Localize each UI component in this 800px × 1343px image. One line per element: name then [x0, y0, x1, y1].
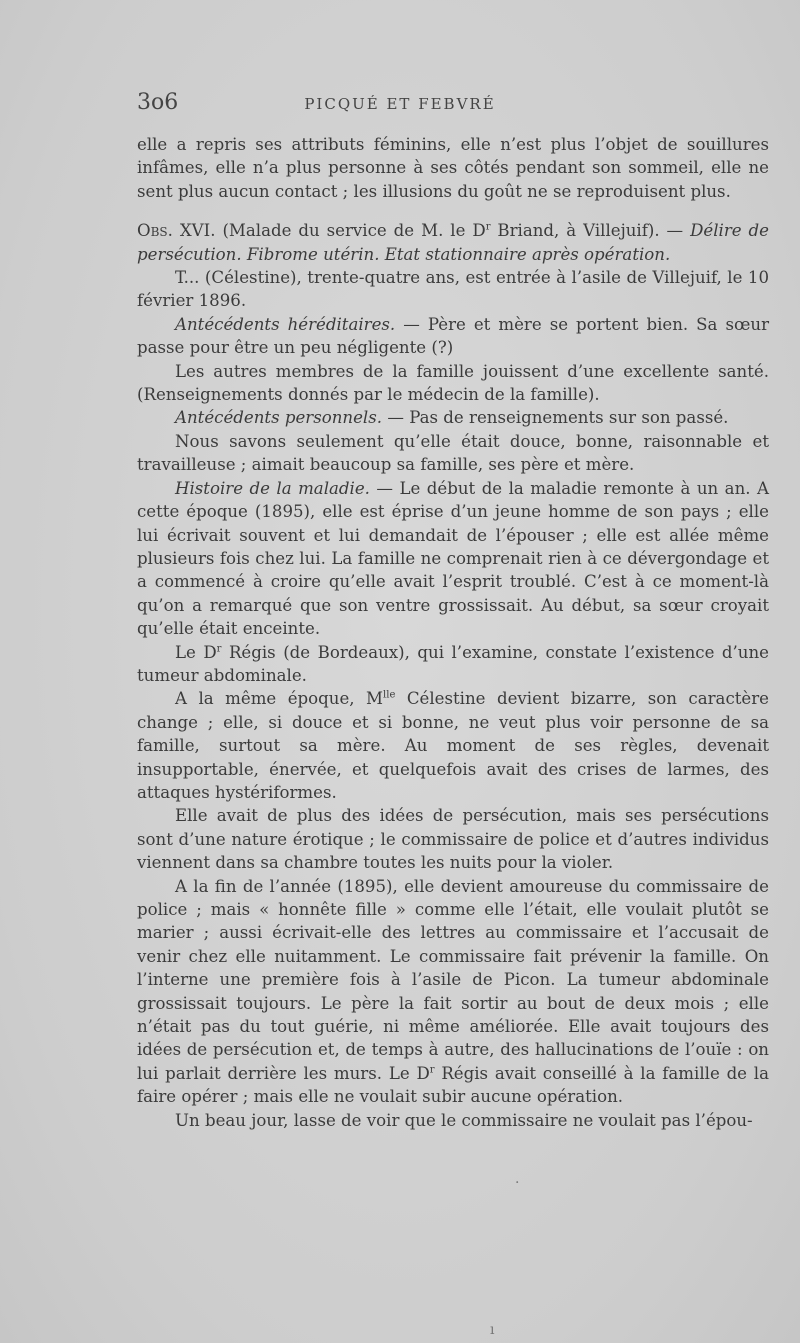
paragraph-text: T... (Célestine), trente-quatre ans, est entrée à l’asile de Villejuif, le 10 février 1896. [137, 268, 769, 311]
paragraph [137, 875, 769, 1109]
superscript: r [216, 643, 222, 654]
superscript: r [429, 1064, 435, 1076]
body-text [137, 133, 769, 1132]
paragraph-text: Régis (de Bordeaux), qui l’examine, constate l’existence d’une tumeur abdominale. [137, 642, 769, 685]
paragraph [137, 133, 769, 203]
paragraph-text: Le D [175, 642, 217, 662]
paragraph [137, 477, 769, 641]
paper-speck: · [515, 1175, 520, 1191]
paragraph-text: Célestine devient bizarre, son caractère change ; elle, si douce et si bonne, ne veut plus voir personne de sa famille, surtout sa mère. Au moment de ses règles, devenait insupportable, énervée, et quelquefois avait des crises de larmes, des attaques hystériformes. [137, 689, 769, 802]
superscript: lle [383, 689, 396, 701]
paragraph-text: Elle avait de plus des idées de persécution, mais ses persécutions sont d’une nature érotique ; le commissaire de police et d’autres individus viennent dans sa chambre toutes les nuits pour la violer. [137, 806, 769, 873]
observation-heading [137, 219, 769, 266]
running-title: PICQUÉ ET FEBVRÉ [304, 95, 496, 113]
paragraph [137, 641, 769, 688]
observation-source: (Malade du service de M. le D [215, 221, 486, 241]
paragraph-text: elle a repris ses attributs féminins, elle n’est plus l’objet de souillures infâmes, elle n’a plus personne à ses côtés pendant son sommeil, elle ne sent plus aucun contact ; les illusions du goût ne se reproduisent plus. [137, 135, 769, 201]
paragraph [137, 360, 769, 407]
section-heading: Antécédents personnels. [175, 408, 383, 428]
paragraph [137, 1109, 769, 1132]
paragraph-text: — Père et mère se portent bien. Sa sœur passe pour être un peu négligente (?) [137, 314, 770, 358]
paragraph-text: — Pas de renseignements sur son passé. [382, 408, 729, 428]
section-heading: Antécédents héréditaires. [175, 314, 396, 334]
observation-label: Obs. XVI. [137, 221, 216, 241]
paragraph-text: A la fin de l’année (1895), elle devient amoureuse du commissaire de police ; mais « honnête fille » comme elle l’était, elle voulait plutôt se marier ; aussi écrivait-elle des lettres au commissaire et l’accusait de venir chez elle nuitamment. Le commissaire fait prévenir la famille. On l’interne une première fois à l’asile de Picon. La tumeur abdominale grossissait toujours. Le père la fait sortir au bout de deux mois ; elle n’était pas du tout guérie, ni même améliorée. Elle avait toujours des idées de persécution et, de temps à autre, des hallucinations de l’ouïe : on lui parlait derrière les murs. Le D [137, 876, 769, 1083]
paragraph [137, 687, 769, 804]
paragraph [137, 266, 769, 313]
paper-speck: ı [490, 1322, 495, 1338]
paragraph [137, 406, 769, 429]
paragraph [137, 430, 769, 477]
paragraph-text: Nous savons seulement qu’elle était douce, bonne, raisonnable et travailleuse ; aimait beaucoup sa famille, ses père et mère. [137, 431, 769, 475]
observation-title: Délire de persécution. Fibrome utérin. Etat stationnaire après opération. [137, 221, 769, 264]
paragraph-text: Un beau jour, lasse de voir que le commissaire ne voulait pas l’épou- [175, 1110, 753, 1130]
section-heading: Histoire de la maladie. [175, 478, 370, 498]
superscript: r [485, 221, 491, 233]
paragraph [137, 804, 769, 874]
paragraph [137, 313, 769, 360]
observation-source-end: Briand, à Villejuif). — [490, 221, 691, 241]
paragraph-text: A la même époque, M [175, 689, 384, 709]
page-number: 3o6 [137, 90, 179, 115]
paragraph-text: Les autres membres de la famille jouissent d’une excellente santé. (Renseignements donnés par le médecin de la famille). [137, 361, 769, 405]
paragraph-text: — Le début de la maladie remonte à un an. A cette époque (1895), elle est éprise d’un jeune homme de son pays ; elle lui écrivait souvent et lui demandait de l’épouser ; elle est allée même plusieurs fois chez lui. La famille ne comprenait rien à ce dévergondage et a commencé à croire qu’elle avait l’esprit troublé. C’est à ce moment-là qu’on a remarqué que son ventre grossissait. Au début, sa sœur croyait qu’elle était enceinte. [137, 478, 769, 639]
paragraph-text: Régis avait conseillé à la famille de la faire opérer ; mais elle ne voulait subir aucune opération. [137, 1063, 769, 1107]
